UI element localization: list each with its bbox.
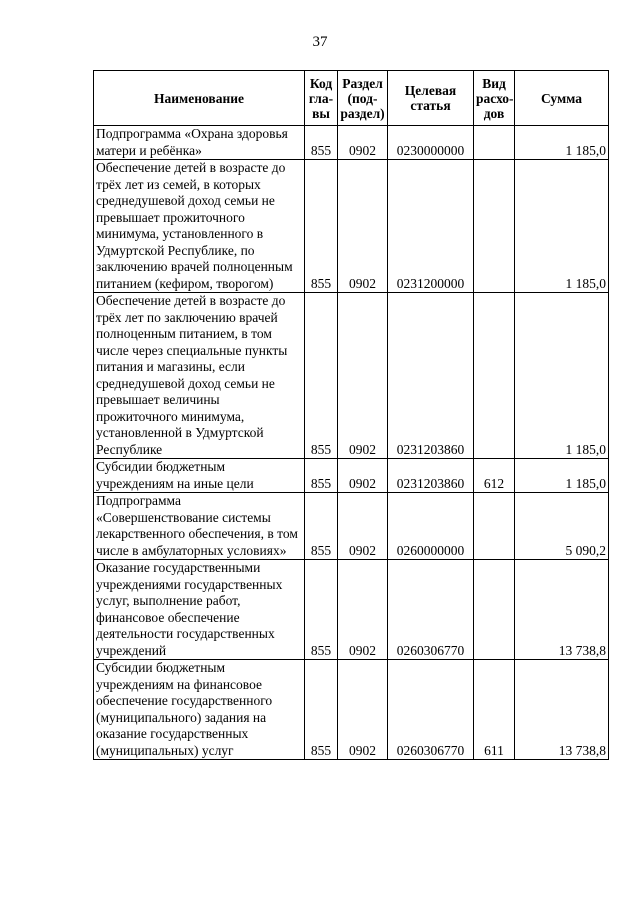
- cell-section: 0902: [338, 293, 388, 459]
- cell-name: Субсидии бюджетным учреждениям на иные цели: [94, 459, 305, 493]
- cell-name: Оказание государственными учреждениями государственных услуг, выполнение работ, финансовое обеспечение деятельности государственных учреждений: [94, 560, 305, 660]
- cell-code: 855: [305, 493, 338, 560]
- cell-target: 0231200000: [388, 160, 474, 293]
- cell-code: 855: [305, 459, 338, 493]
- cell-code: 855: [305, 560, 338, 660]
- table-row: [94, 160, 609, 293]
- cell-target: 0260306770: [388, 560, 474, 660]
- cell-code: 855: [305, 160, 338, 293]
- cell-section: 0902: [338, 493, 388, 560]
- table-row: [94, 459, 609, 493]
- cell-section: 0902: [338, 560, 388, 660]
- cell-expense: [474, 493, 515, 560]
- header-section: Раздел (под- раздел): [338, 71, 388, 126]
- cell-expense: [474, 126, 515, 160]
- header-name: Наименование: [94, 71, 305, 126]
- cell-code: 855: [305, 660, 338, 760]
- cell-sum: 1 185,0: [515, 459, 609, 493]
- cell-name: Субсидии бюджетным учреждениям на финансовое обеспечение государственного (муниципального) задания на оказание государственных (муниципальных) услуг: [94, 660, 305, 760]
- cell-code: 855: [305, 293, 338, 459]
- cell-name: Обеспечение детей в возрасте до трёх лет по заключению врачей полноценным питанием, в том числе через специальные пункты питания и магазины, если среднедушевой доход семьи не превышает величины прожиточного минимума, установленной в Удмуртской Республике: [94, 293, 305, 459]
- cell-sum: 1 185,0: [515, 160, 609, 293]
- page-number: 37: [312, 34, 328, 50]
- cell-section: 0902: [338, 160, 388, 293]
- table-row: [94, 660, 609, 760]
- cell-name: Подпрограмма «Совершенствование системы лекарственного обеспечения, в том числе в амбулаторных условиях»: [94, 493, 305, 560]
- table-row: [94, 493, 609, 560]
- cell-expense: [474, 160, 515, 293]
- budget-table: [93, 70, 609, 760]
- cell-expense: [474, 293, 515, 459]
- table-row: [94, 293, 609, 459]
- cell-target: 0260000000: [388, 493, 474, 560]
- cell-section: 0902: [338, 459, 388, 493]
- table-row: [94, 560, 609, 660]
- cell-target: 0260306770: [388, 660, 474, 760]
- cell-expense: 611: [474, 660, 515, 760]
- cell-expense: [474, 560, 515, 660]
- header-sum: Сумма: [515, 71, 609, 126]
- cell-sum: 13 738,8: [515, 560, 609, 660]
- cell-target: 0231203860: [388, 293, 474, 459]
- cell-code: 855: [305, 126, 338, 160]
- header-expense: Вид расхо- дов: [474, 71, 515, 126]
- header-code: Код гла- вы: [305, 71, 338, 126]
- cell-expense: 612: [474, 459, 515, 493]
- cell-target: 0231203860: [388, 459, 474, 493]
- cell-sum: 1 185,0: [515, 126, 609, 160]
- cell-name: Подпрограмма «Охрана здоровья матери и ребёнка»: [94, 126, 305, 160]
- cell-name: Обеспечение детей в возрасте до трёх лет из семей, в которых среднедушевой доход семьи не превышает прожиточного минимума, установленного в Удмуртской Республике, по заключению врачей полноценным питанием (кефиром, творогом): [94, 160, 305, 293]
- cell-section: 0902: [338, 660, 388, 760]
- cell-sum: 13 738,8: [515, 660, 609, 760]
- header-row: [94, 71, 609, 126]
- table-row: [94, 126, 609, 160]
- cell-section: 0902: [338, 126, 388, 160]
- header-target: Целевая статья: [388, 71, 474, 126]
- cell-target: 0230000000: [388, 126, 474, 160]
- cell-sum: 1 185,0: [515, 293, 609, 459]
- cell-sum: 5 090,2: [515, 493, 609, 560]
